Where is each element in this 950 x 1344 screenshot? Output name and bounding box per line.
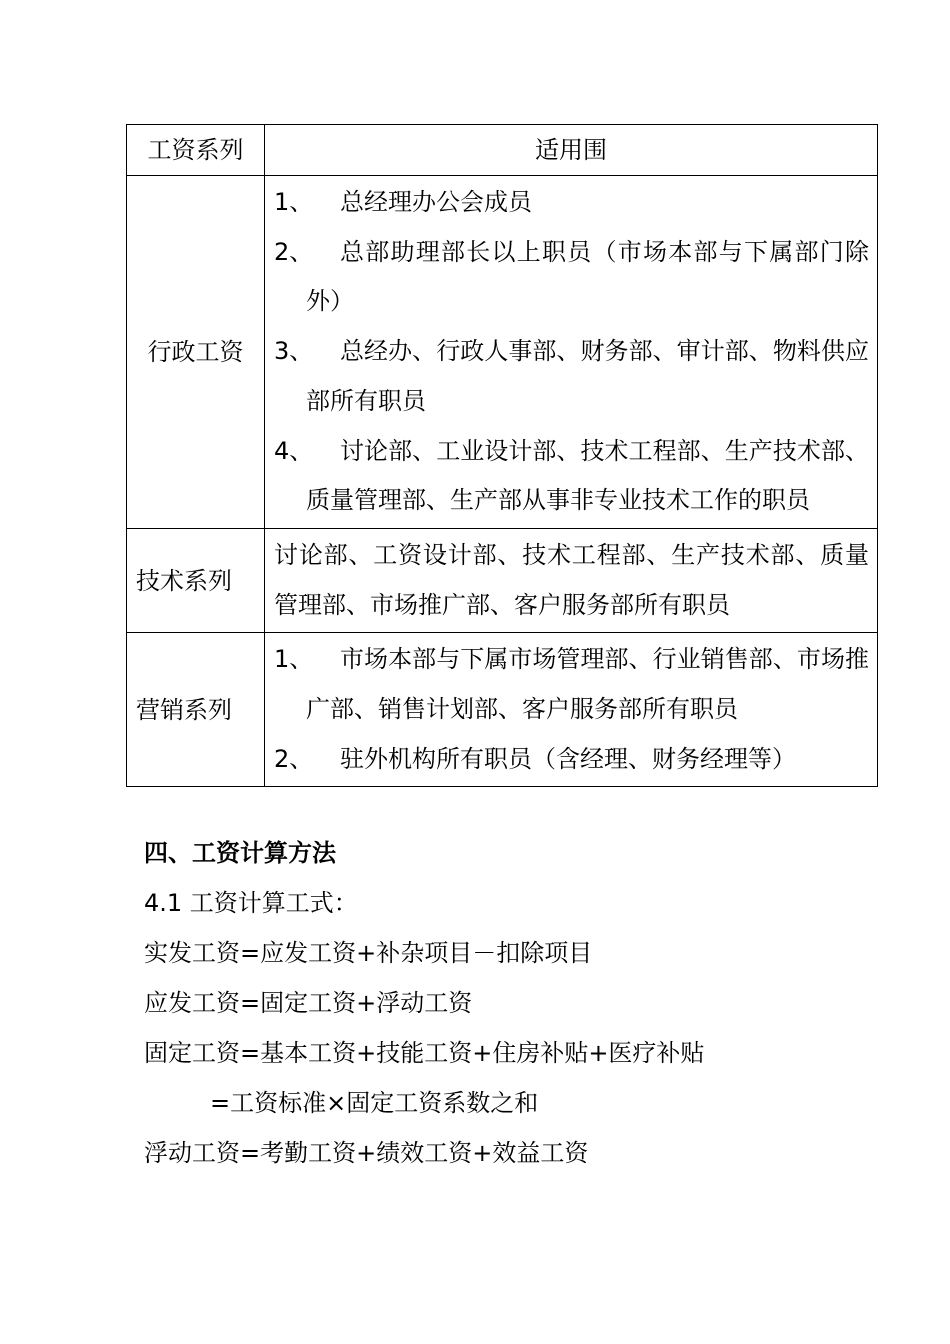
- list-item: [274, 635, 869, 734]
- series-name-admin: 行政工资: [127, 176, 265, 529]
- item-number: 4、: [274, 436, 314, 465]
- item-number: 2、: [274, 237, 314, 266]
- scope-text: 讨论部、工资设计部、技术工程部、生产技术部、质量管理部、市场推广部、客户服务部所有职员: [274, 540, 869, 619]
- scope-cell-admin: [265, 176, 878, 529]
- item-number: 1、: [274, 188, 314, 216]
- section-heading: 四、工资计算方法: [144, 839, 336, 867]
- formula-line: 实发工资=应发工资+补杂项目－扣除项目: [144, 939, 593, 967]
- item-text: 总部助理部长以上职员（市场本部与下属部门除外）: [306, 237, 869, 316]
- item-text: 总经理办公会成员: [340, 188, 532, 216]
- item-text: 市场本部与下属市场管理部、行业销售部、市场推广部、销售计划部、客户服务部所有职员: [306, 645, 869, 724]
- scope-cell-marketing: [265, 633, 878, 787]
- formula-line: =工资标准×固定工资系数之和: [210, 1089, 539, 1117]
- item-number: 2、: [274, 744, 314, 773]
- table-row: [127, 176, 878, 529]
- item-number: 1、: [274, 645, 314, 674]
- list-item: [274, 228, 869, 327]
- formula-line: 4.1 工资计算工式：: [144, 889, 358, 917]
- scope-cell-technical: [265, 528, 878, 632]
- calculation-section: [144, 828, 884, 1178]
- list-item: [274, 735, 869, 785]
- item-text: 驻外机构所有职员（含经理、财务经理等）: [340, 744, 796, 773]
- formula-line: 浮动工资=考勤工资+绩效工资+效益工资: [144, 1139, 589, 1167]
- formula-line: 固定工资=基本工资+技能工资+住房补贴+医疗补贴: [144, 1039, 705, 1067]
- list-item: [274, 427, 869, 526]
- list-item: [274, 178, 869, 228]
- header-series-cell: 工资系列: [127, 125, 265, 176]
- series-name-technical: 技术系列: [127, 528, 265, 632]
- list-item: [274, 327, 869, 426]
- item-text: 讨论部、工业设计部、技术工程部、生产技术部、质量管理部、生产部从事非专业技术工作的职员: [306, 436, 869, 515]
- table-row: [127, 528, 878, 632]
- formula-line: 应发工资=固定工资+浮动工资: [144, 989, 473, 1017]
- header-scope-cell: 适用围: [265, 125, 878, 176]
- series-name-marketing: 营销系列: [127, 633, 265, 787]
- table-row: [127, 633, 878, 787]
- salary-series-table: [126, 124, 878, 787]
- item-number: 3、: [274, 337, 314, 366]
- table-header-row: [127, 125, 878, 176]
- item-text: 总经办、行政人事部、财务部、审计部、物料供应部所有职员: [306, 337, 869, 415]
